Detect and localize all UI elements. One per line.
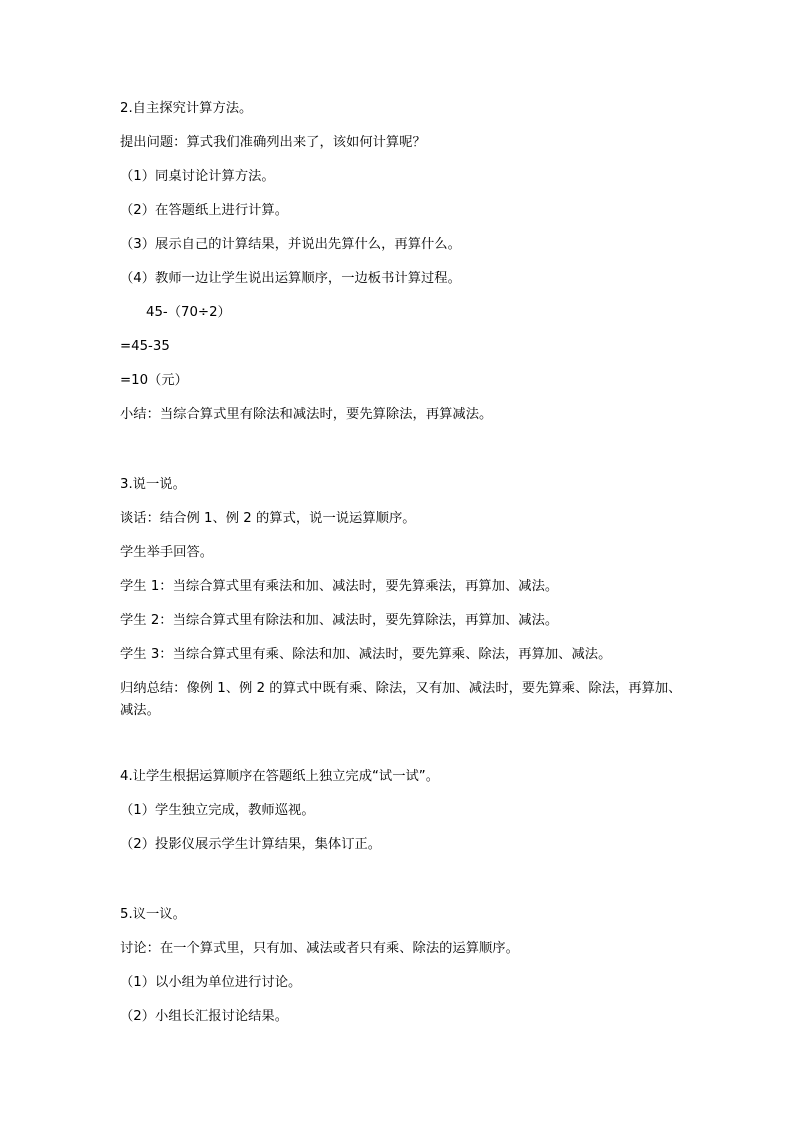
section-heading: 4.让学生根据运算顺序在答题纸上独立完成“试一试”。: [120, 769, 439, 784]
paragraph: 学生 1：当综合算式里有乘法和加、减法时，要先算乘法，再算加、减法。: [120, 579, 559, 594]
list-item: （3）展示自己的计算结果，并说出先算什么，再算什么。: [120, 237, 461, 252]
paragraph: 学生 2：当综合算式里有除法和加、减法时，要先算除法，再算加、减法。: [120, 613, 559, 628]
list-item: （2）投影仪展示学生计算结果，集体订正。: [120, 837, 382, 852]
paragraph: 提出问题：算式我们准确列出来了，该如何计算呢？: [120, 135, 426, 150]
math-expression: 45-（70÷2）: [146, 305, 231, 320]
list-item: （2）小组长汇报讨论结果。: [120, 1009, 289, 1024]
paragraph: 学生举手回答。: [120, 545, 214, 560]
section-heading: 5.议一议。: [120, 907, 186, 922]
paragraph: 谈话：结合例 1、例 2 的算式，说一说运算顺序。: [120, 511, 416, 526]
math-expression: =10（元）: [120, 373, 188, 388]
paragraph: 小结：当综合算式里有除法和减法时，要先算除法，再算减法。: [120, 407, 493, 422]
paragraph: 学生 3：当综合算式里有乘、除法和加、减法时，要先算乘、除法，再算加、减法。: [120, 647, 612, 662]
section-heading: 2.自主探究计算方法。: [120, 101, 253, 116]
list-item: （1）以小组为单位进行讨论。: [120, 975, 302, 990]
list-item: （1）同桌讨论计算方法。: [120, 169, 275, 184]
list-item: （1）学生独立完成，教师巡视。: [120, 803, 315, 818]
paragraph: 讨论：在一个算式里，只有加、减法或者只有乘、除法的运算顺序。: [120, 941, 519, 956]
section-heading: 3.说一说。: [120, 477, 186, 492]
list-item: （4）教师一边让学生说出运算顺序，一边板书计算过程。: [120, 271, 461, 286]
math-expression: =45-35: [120, 339, 170, 354]
list-item: （2）在答题纸上进行计算。: [120, 203, 289, 218]
paragraph: 归纳总结：像例 1、例 2 的算式中既有乘、除法，又有加、减法时，要先算乘、除法，再算加、减法。: [120, 681, 682, 718]
